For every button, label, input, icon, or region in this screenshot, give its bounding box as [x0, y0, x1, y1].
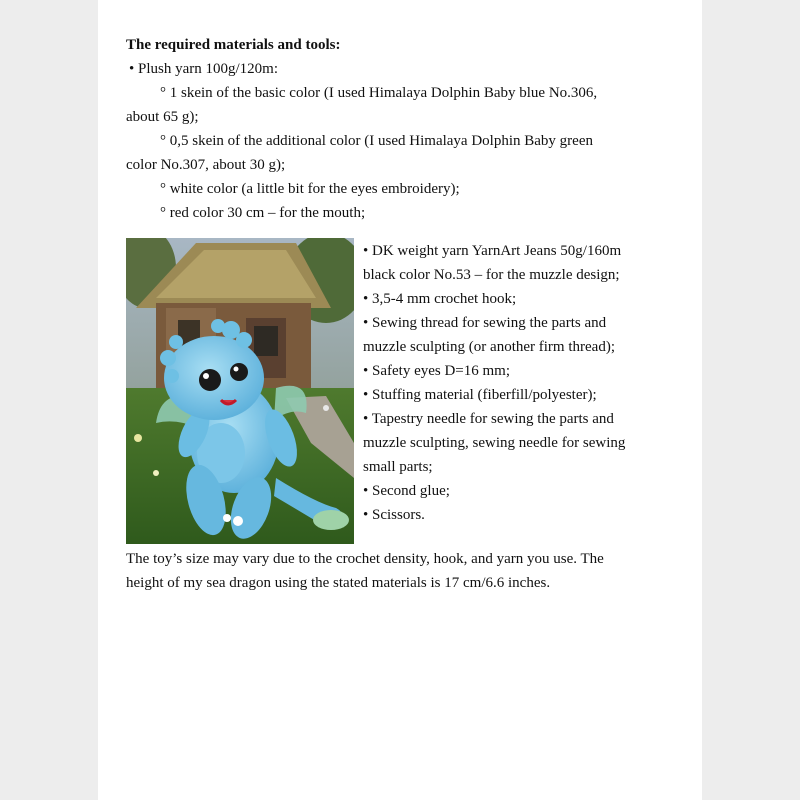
plush-item-2-line-1: ° 0,5 skein of the additional color (I used Himalaya Dolphin Baby green [160, 133, 593, 149]
plush-item-4: ° red color 30 cm – for the mouth; [160, 205, 366, 221]
plush-item-1-line-2: about 65 g); [126, 109, 199, 125]
list-item: • Safety eyes D=16 mm; [363, 363, 511, 379]
plush-item-1-line-1: ° 1 skein of the basic color (I used Himalaya Dolphin Baby blue No.306, [160, 85, 598, 101]
list-item: • Stuffing material (fiberfill/polyester); [363, 387, 597, 403]
plush-yarn-bullet: • Plush yarn 100g/120m: [129, 61, 279, 77]
photo-and-list [126, 238, 674, 544]
list-item: muzzle sculpting, sewing needle for sewing [363, 435, 626, 451]
list-item: black color No.53 – for the muzzle design; [363, 267, 620, 283]
list-item: • Scissors. [363, 507, 425, 523]
list-item: • Tapestry needle for sewing the parts and [363, 411, 614, 427]
list-item: muzzle sculpting (or another firm thread); [363, 339, 615, 355]
list-item: • Second glue; [363, 483, 450, 499]
list-item: • 3,5-4 mm crochet hook; [363, 291, 517, 307]
plush-item-2-line-2: color No.307, about 30 g); [126, 157, 286, 173]
document-content [126, 33, 674, 595]
list-item: • Sewing thread for sewing the parts and [363, 315, 607, 331]
document-page [98, 0, 702, 800]
list-item: • DK weight yarn YarnArt Jeans 50g/160m [363, 243, 622, 259]
tools-list [354, 238, 674, 544]
list-item: small parts; [363, 459, 433, 475]
size-note-line-1: The toy’s size may vary due to the crochet density, hook, and yarn you use. The [126, 551, 604, 567]
sea-dragon-illustration [126, 238, 354, 544]
plush-item-3: ° white color (a little bit for the eyes embroidery); [160, 181, 460, 197]
materials-heading: The required materials and tools: [126, 37, 341, 53]
sea-dragon-photo [126, 238, 354, 544]
size-note-line-2: height of my sea dragon using the stated materials is 17 cm/6.6 inches. [126, 575, 551, 591]
